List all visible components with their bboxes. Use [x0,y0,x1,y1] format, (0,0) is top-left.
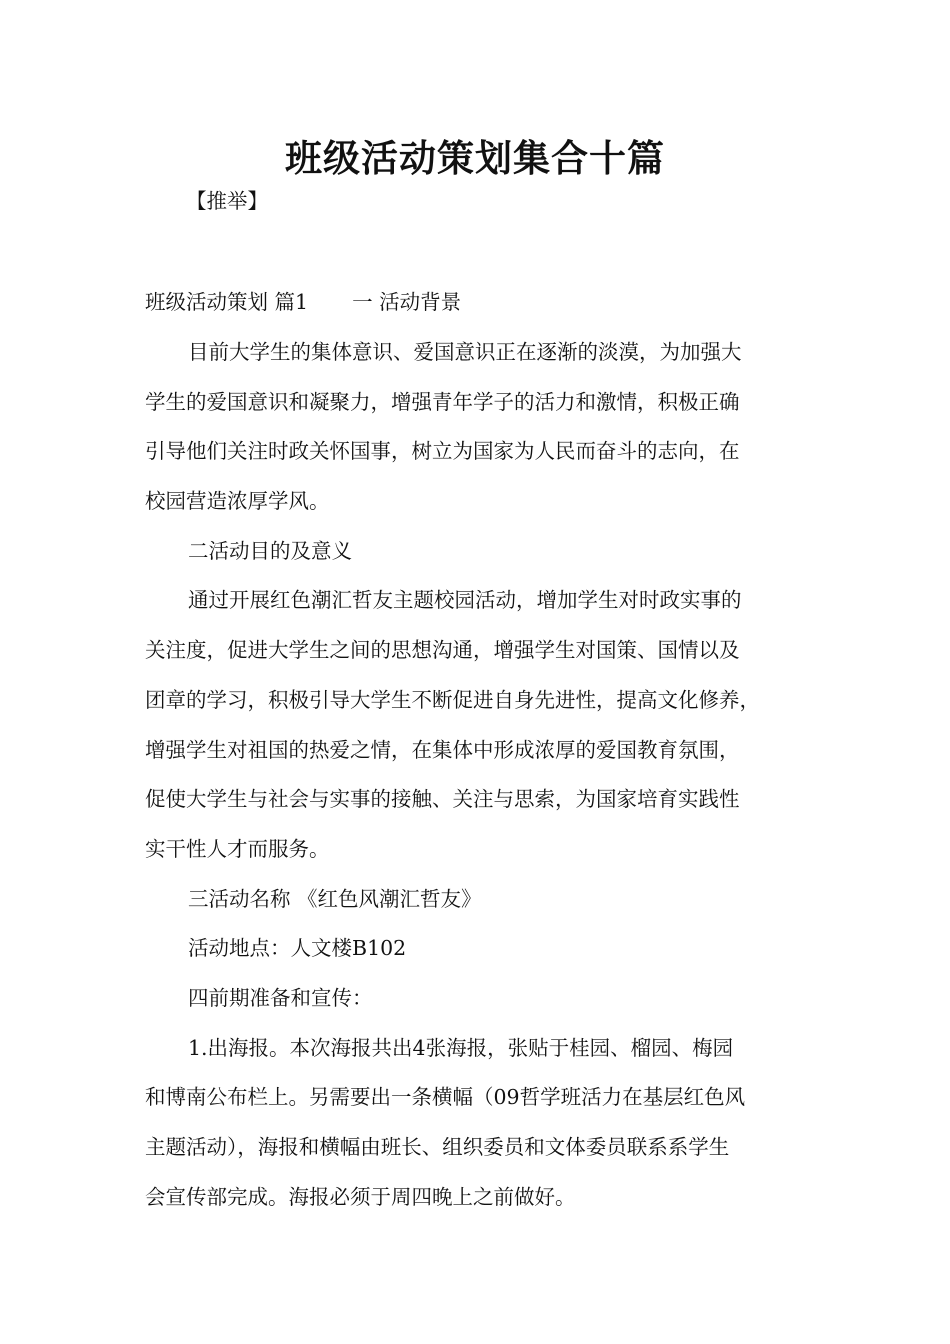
section-heading [145,288,461,316]
page-title: 班级活动策划集合十篇 [285,137,665,180]
paragraph-line: 和博南公布栏上。另需要出一条横幅（09哲学班活力在基层红色风 [145,1085,746,1109]
paragraph-line: 目前大学生的集体意识、爱国意识正在逐渐的淡漠，为加强大 [188,340,742,364]
paragraph-line: 实干性人才而服务。 [145,837,330,861]
paragraph-line: 会宣传部完成。海报必须于周四晚上之前做好。 [145,1185,576,1209]
paragraph-line: 活动地点：人文楼B102 [188,936,407,960]
paragraph-line: 主题活动），海报和横幅由班长、组织委员和文体委员联系系学生 [145,1135,730,1159]
paragraph-line: 团章的学习，积极引导大学生不断促进自身先进性，提高文化修养， [145,688,760,712]
paragraph-line: 促使大学生与社会与实事的接触、关注与思索，为国家培育实践性 [145,787,740,811]
section-heading-label: 一 活动背景 [352,290,462,314]
subheading: 三活动名称 《红色风潮汇哲友》 [188,887,482,911]
paragraph-line: 通过开展红色潮汇哲友主题校园活动，增加学生对时政实事的 [188,588,742,612]
subheading: 四前期准备和宣传： [188,986,373,1010]
paragraph-line: 关注度，促进大学生之间的思想沟通，增强学生对国策、国情以及 [145,638,740,662]
section-heading-prefix: 班级活动策划 篇1 [145,290,309,314]
paragraph-line: 引导他们关注时政关怀国事，树立为国家为人民而奋斗的志向，在 [145,439,740,463]
paragraph-line: 1.出海报。本次海报共出4张海报，张贴于桂园、榴园、梅园 [188,1036,734,1060]
recommend-label: 【推举】 [186,189,268,213]
paragraph-line: 学生的爱国意识和凝聚力，增强青年学子的活力和激情，积极正确 [145,390,740,414]
paragraph-line: 增强学生对祖国的热爱之情，在集体中形成浓厚的爱国教育氛围， [145,738,740,762]
subheading: 二活动目的及意义 [188,539,352,563]
paragraph-line: 校园营造浓厚学风。 [145,489,330,513]
